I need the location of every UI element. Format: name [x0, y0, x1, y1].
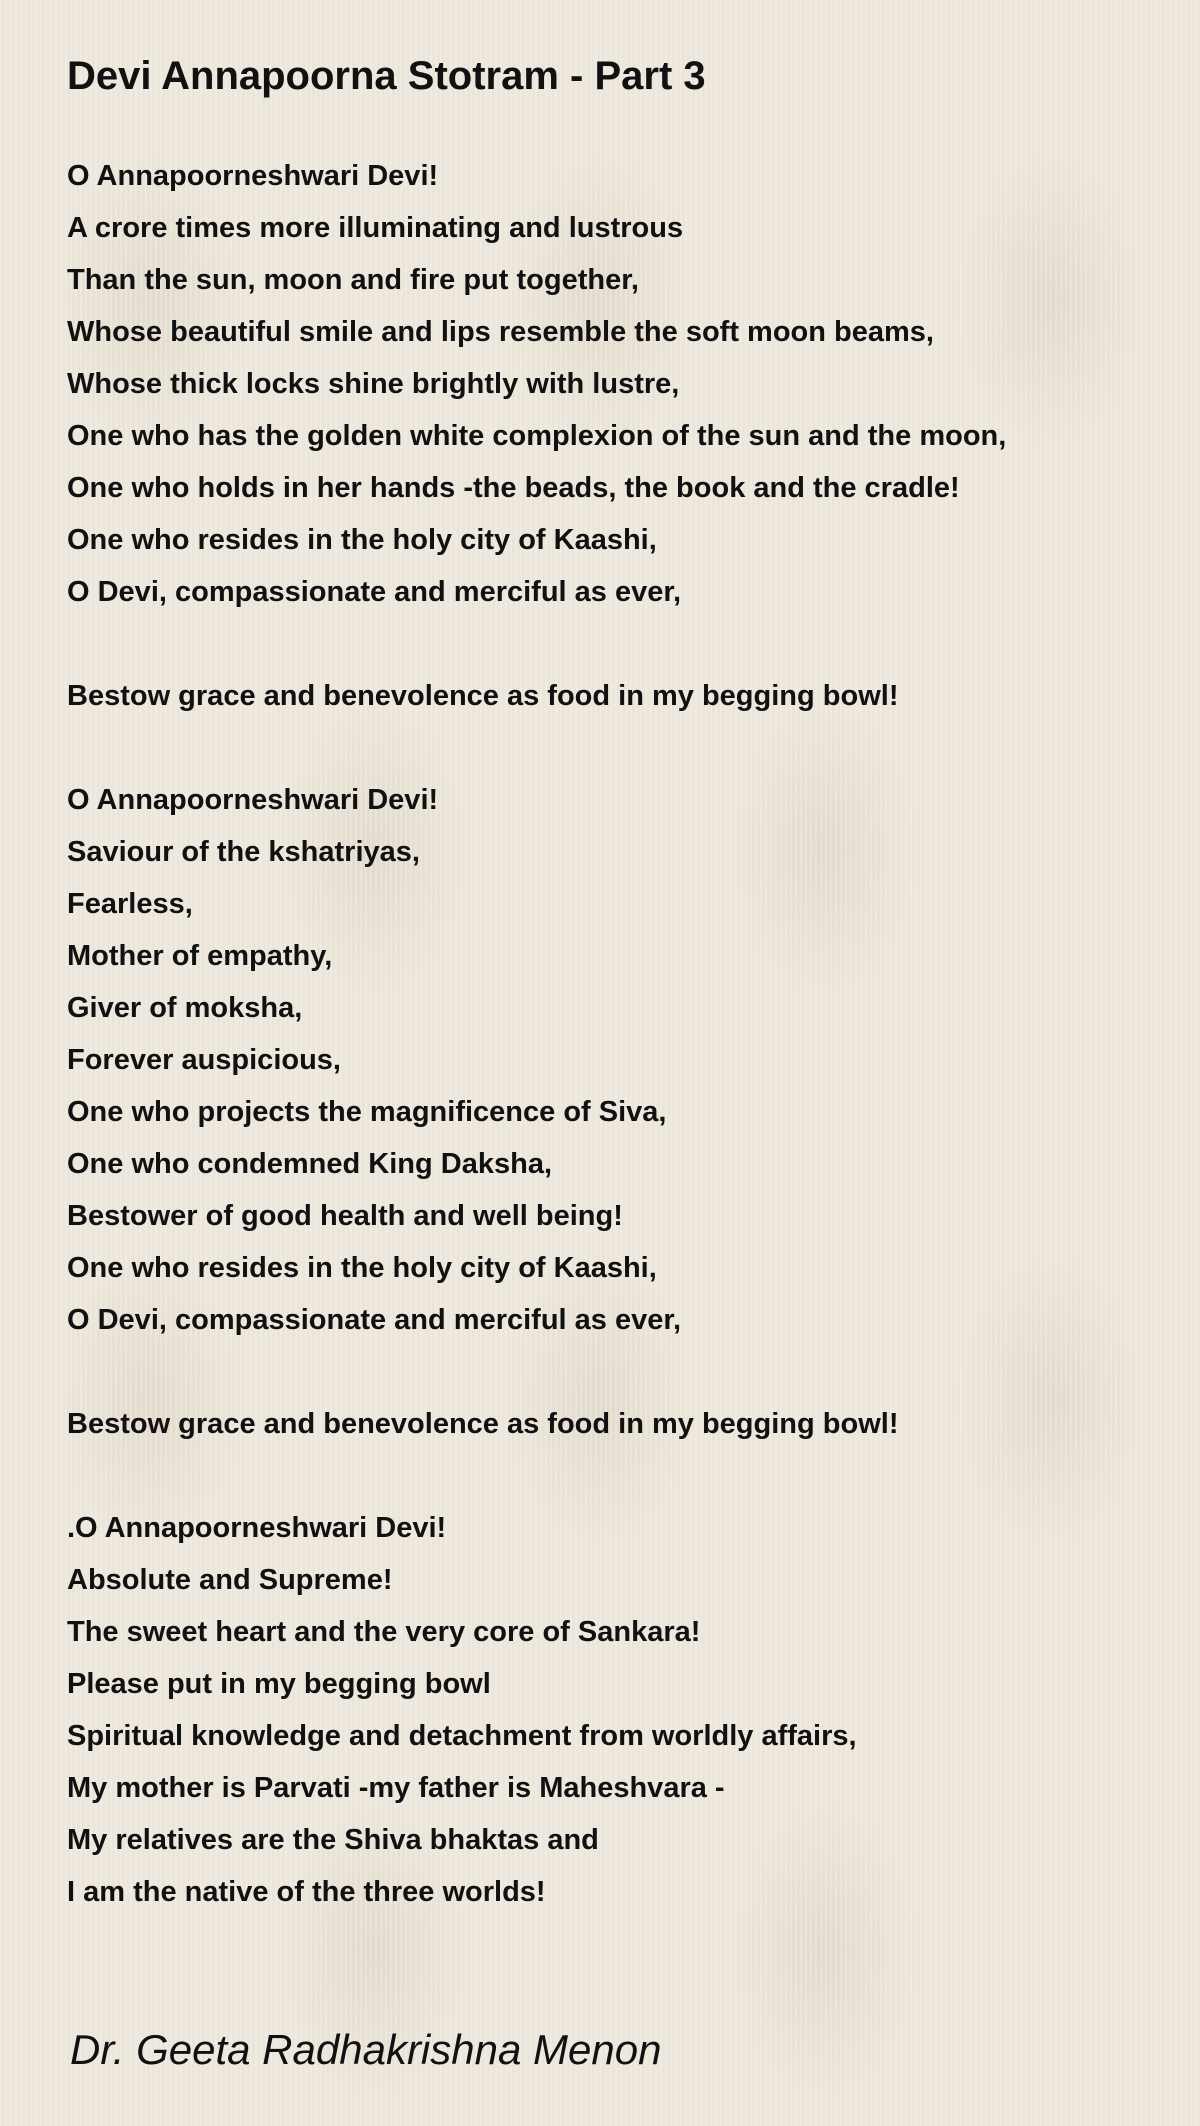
poem-line: Than the sun, moon and fire put together,	[67, 264, 639, 296]
poem-line: Giver of moksha,	[67, 992, 303, 1024]
stanza	[67, 150, 1167, 618]
stanza-break	[67, 1346, 1167, 1398]
poem-body	[67, 150, 1167, 1918]
poem-line: My mother is Parvati -my father is Maheshvara -	[67, 1772, 725, 1804]
poem-line: Saviour of the kshatriyas,	[67, 836, 420, 868]
poem-line: Whose beautiful smile and lips resemble the soft moon beams,	[67, 316, 934, 348]
stanza-break	[67, 1450, 1167, 1502]
poem-line: One who has the golden white complexion of the sun and the moon,	[67, 420, 1007, 452]
author-name: Dr. Geeta Radhakrishna Menon	[70, 2026, 662, 2073]
poem-line: One who holds in her hands -the beads, the book and the cradle!	[67, 472, 960, 504]
poem-line: I am the native of the three worlds!	[67, 1876, 546, 1908]
poem-line: O Devi, compassionate and merciful as ever,	[67, 576, 682, 608]
poem-line: Bestow grace and benevolence as food in my begging bowl!	[67, 680, 899, 712]
poem-line: Absolute and Supreme!	[67, 1564, 393, 1596]
poem-line: A crore times more illuminating and lustrous	[67, 212, 684, 244]
stanza	[67, 1502, 1167, 1918]
poem-line: Please put in my begging bowl	[67, 1668, 491, 1700]
stanza-break	[67, 722, 1167, 774]
poem-line: Mother of empathy,	[67, 940, 333, 972]
stanza	[67, 670, 1167, 722]
poem-line: The sweet heart and the very core of Sankara!	[67, 1616, 701, 1648]
poem-line: Whose thick locks shine brightly with lustre,	[67, 368, 680, 400]
poem-line: Fearless,	[67, 888, 193, 920]
stanza-break	[67, 618, 1167, 670]
poem-line: Bestow grace and benevolence as food in my begging bowl!	[67, 1408, 899, 1440]
poem-line: Spiritual knowledge and detachment from worldly affairs,	[67, 1720, 857, 1752]
poem-line: My relatives are the Shiva bhaktas and	[67, 1824, 599, 1856]
stanza	[67, 774, 1167, 1346]
poem-line: O Devi, compassionate and merciful as ever,	[67, 1304, 682, 1336]
poem-line: One who resides in the holy city of Kaashi,	[67, 524, 657, 556]
poem-line: O Annapoorneshwari Devi!	[67, 160, 439, 192]
poem-line: Forever auspicious,	[67, 1044, 341, 1076]
poem-line: One who condemned King Daksha,	[67, 1148, 553, 1180]
poem-line: Bestower of good health and well being!	[67, 1200, 623, 1232]
poem-line: .O Annapoorneshwari Devi!	[67, 1512, 447, 1544]
poem-line: One who projects the magnificence of Siva,	[67, 1096, 667, 1128]
stanza	[67, 1398, 1167, 1450]
poem-title: Devi Annapoorna Stotram - Part 3	[67, 54, 706, 98]
poem-line: O Annapoorneshwari Devi!	[67, 784, 439, 816]
poem-line: One who resides in the holy city of Kaashi,	[67, 1252, 657, 1284]
